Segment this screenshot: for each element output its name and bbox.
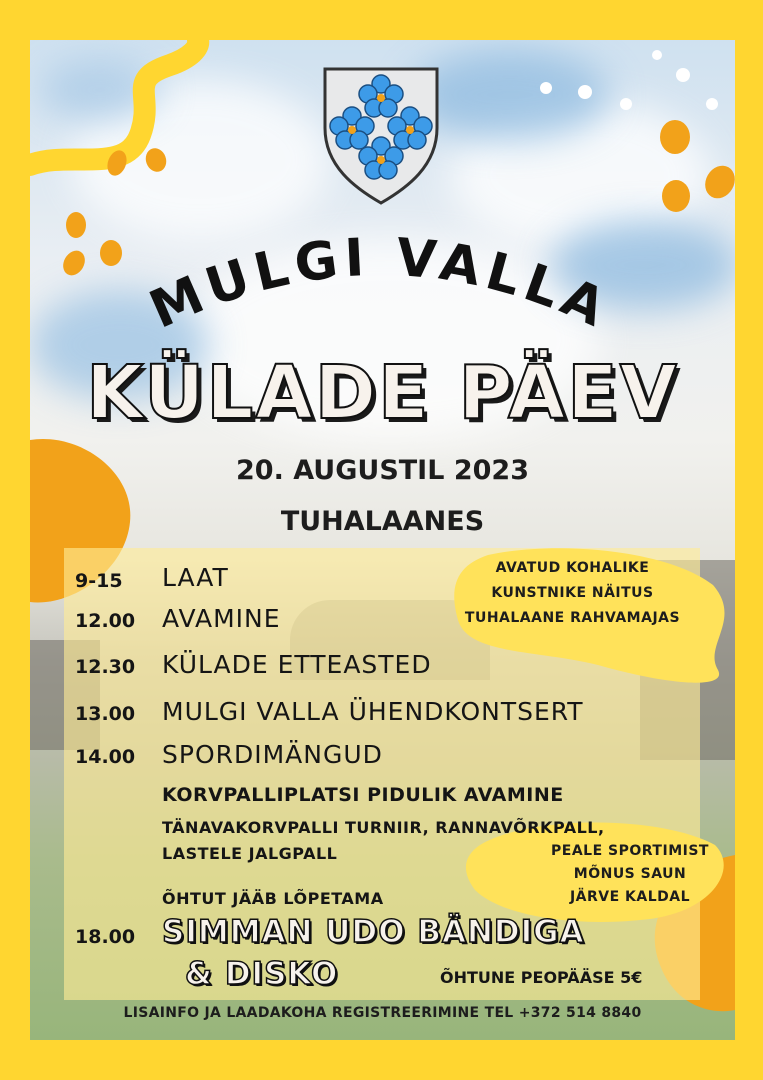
white-dot [652, 50, 662, 60]
sports-detail: LASTELE JALGPALL [162, 844, 338, 863]
orange-dot [66, 212, 86, 238]
title-arch [100, 200, 660, 350]
sauna-line: MÕNUS SAUN [573, 866, 687, 882]
program-event: SPORDIMÄNGUD [162, 740, 383, 769]
program-event: KÜLADE ETTEASTED [162, 650, 432, 679]
program-time: 14.00 [75, 746, 136, 768]
ticket-price: ÕHTUNE PEOPÄÄSE 5€ [440, 968, 643, 987]
orange-dot [660, 120, 690, 154]
evening-event: SIMMAN UDO BÄNDIGA [162, 914, 585, 950]
sports-detail: TÄNAVAKORVPALLI TURNIIR, RANNAVÕRKPALL, [162, 818, 605, 837]
white-dot [578, 85, 592, 99]
program-event: MULGI VALLA ÜHENDKONTSERT [162, 697, 584, 726]
exhibition-note [450, 556, 695, 631]
program-time: 9-15 [75, 570, 123, 592]
exhibition-line: KUNSTNIKE NÄITUS [491, 585, 654, 601]
white-dot [676, 68, 690, 82]
evening-event-disco: & DISKO [185, 956, 339, 992]
exhibition-line: TUHALAANE RAHVAMAJAS [464, 610, 681, 626]
sports-detail: KORVPALLIPLATSI PIDULIK AVAMINE [162, 784, 564, 806]
sauna-line: PEALE SPORTIMIST [551, 843, 709, 859]
svg-text:MULGI VALLA [141, 228, 619, 341]
sauna-line: JÄRVE KALDAL [569, 889, 691, 905]
orange-dot [662, 180, 690, 212]
event-date: 20. AUGUSTIL 2023 [236, 455, 529, 486]
program-time: 13.00 [75, 703, 136, 725]
evening-intro: ÕHTUT JÄÄB LÕPETAMA [162, 889, 384, 908]
program-event: AVAMINE [162, 604, 281, 633]
title-line1: MULGI VALLA [141, 227, 620, 341]
program-time: 12.30 [75, 656, 136, 678]
program-time: 12.00 [75, 610, 136, 632]
program-event: LAAT [162, 563, 229, 592]
page-title: KÜLADE PÄEV [86, 350, 679, 436]
footer-info: LISAINFO JA LAADAKOHA REGISTREERIMINE TEL +372 514 8840 [123, 1005, 642, 1021]
coat-of-arms-icon [322, 66, 440, 206]
evening-time: 18.00 [75, 926, 136, 948]
event-place: TUHALAANES [280, 506, 485, 537]
white-dot [706, 98, 718, 110]
sauna-note [540, 840, 720, 909]
exhibition-line: AVATUD KOHALIKE [495, 560, 650, 576]
white-dot [620, 98, 632, 110]
white-dot [540, 82, 552, 94]
